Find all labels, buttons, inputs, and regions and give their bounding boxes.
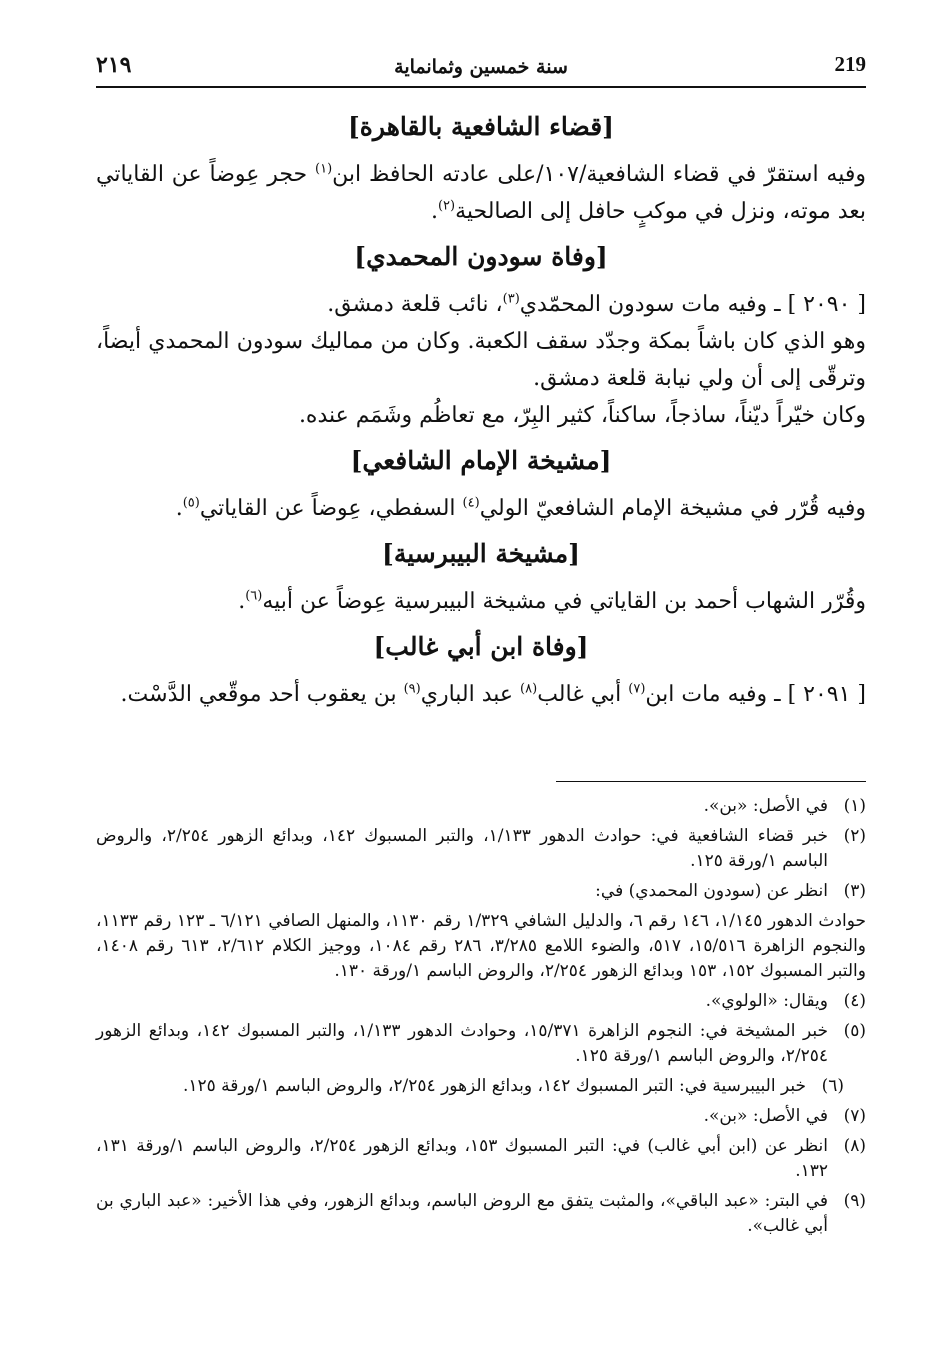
section-title: [وفاة سودون المحمدي] <box>354 242 608 271</box>
footnote-ref[interactable]: (٦) <box>245 588 263 604</box>
section-title: [قضاء الشافعية بالقاهرة] <box>347 112 615 141</box>
running-title: سنة خمسين وثمانماية <box>394 56 568 78</box>
entry-number: [ ٢٠٩١ ] ـ <box>774 682 866 707</box>
footnote: (١) في الأصل: «بن». <box>703 796 866 816</box>
footnote: (٩) في البتر: «عبد الباقي»، والمثبت يتفق مع الروض الباسم، وبدائع الزهور، وفي هذا الأخير: «عبد الباري بن أبي غالب». <box>96 1191 866 1236</box>
footnote: (٣) انظر عن (سودون المحمدي) في: <box>595 881 866 901</box>
section-title: [مشيخة الإمام الشافعي] <box>350 446 612 475</box>
footnote: (٢) خبر قضاء الشافعية في: حوادث الدهور ١/١٣٣، والتبر المسبوك ١٤٢، وبدائع الزهور ٢/٢٥٤، والروض الباسم ١/ورقة ١٢٥. <box>96 826 866 871</box>
footnote: (٧) في الأصل: «بن». <box>703 1106 866 1126</box>
footnote-ref[interactable]: (٩) <box>403 681 421 697</box>
paragraph: [ ٢٠٩٠ ] ـ وفيه مات سودون المحمّدي$^{(٣)}$، نائب قلعة دمشق. <box>327 291 866 317</box>
entry-number: [ ٢٠٩٠ ] ـ <box>774 292 866 317</box>
paragraph: وهو الذي كان باشاً بمكة وجدّد سقف الكعبة. وكان من مماليك سودون المحمدي أيضاً، وترقّى إلى أن ولي نيابة قلعة دمشق. <box>96 329 866 391</box>
footnote: (٦) خبر البيبرسية في: التبر المسبوك ١٤٢، وبدائع الزهور ٢/٢٥٤، والروض الباسم ١/ورقة ١٢٥. <box>182 1076 844 1096</box>
footnote-ref[interactable]: (١) <box>315 161 333 177</box>
footnote: (٨) انظر عن (ابن أبي غالب) في: التبر المسبوك ١٥٣، وبدائع الزهور ٢/٢٥٤، والروض الباسم ١/ورقة ١٣١، ١٣٢. <box>96 1136 866 1181</box>
paragraph: وفيه استقرّ في قضاء الشافعية/١٠٧/على عادته الحافظ ابن$^{(١)}$ حجر عِوضاً عن القاياتي بعد موته، ونزل في موكبٍ حافل إلى الصالحية$^{(٢)}$. <box>96 161 866 224</box>
main-text <box>96 100 866 713</box>
footnote: (٤) ويقال: «الولوي». <box>705 991 866 1011</box>
paragraph: وفيه قُرّر في مشيخة الإمام الشافعيّ الولي$^{(٤)}$ السفطي، عِوضاً عن القاياتي$^{(٥)}$. <box>175 495 866 521</box>
footnote: (٥) خبر المشيخة في: النجوم الزاهرة ١٥/٣٧١، وحوادث الدهور ١/١٣٣، والتبر المسبوك ١٤٢، وبدائع الزهور ٢/٢٥٤، والروض الباسم ١/ورقة ١٢٥. <box>96 1021 866 1066</box>
footnote-ref[interactable]: (٥) <box>182 495 200 511</box>
footnote-ref[interactable]: (٨) <box>520 681 538 697</box>
footnote-ref[interactable]: (٢) <box>437 198 456 214</box>
footnotes <box>96 794 866 1244</box>
footnote-divider <box>556 781 866 782</box>
footnote-ref[interactable]: (٤) <box>462 495 480 511</box>
page-number-latin: 219 <box>834 52 866 76</box>
footnote-continuation: حوادث الدهور ١/١٤٥، ١٤٦ رقم ٦، والدليل الشافي ١/٣٢٩ رقم ١١٣٠، والمنهل الصافي ٦/١٢١ ـ ١٢٣ رقم ١١٣٣، والنجوم الزاهرة ١٥/٥١٦، ٥١٧، والضوء اللامع ٣/٢٨٥، ٢٨٦ رقم ١٠٨٤، ووجيز الكلام ٢/٦١٢، ٦١٣ رقم ١٤٠٨، والتبر المسبوك ١٥٢، ١٥٣ وبدائع الزهور ٢/٢٥٤، والروض الباسم ١/ورقة ١٣٠. <box>96 911 867 981</box>
page-header <box>96 46 866 88</box>
page-number-arabic: ٢١٩ <box>96 52 132 78</box>
paragraph: وقُرّر الشهاب أحمد بن القاياتي في مشيخة البيبرسية عِوضاً عن أبيه$^{(٦)}$. <box>238 588 866 614</box>
footnote-ref[interactable]: (٧) <box>628 681 646 697</box>
section-title: [مشيخة البيبرسية] <box>381 539 581 568</box>
paragraph: [ ٢٠٩١ ] ـ وفيه مات ابن$^{(٧)}$ أبي غالب$^{(٨)}$ عبد الباري$^{(٩)}$ بن يعقوب أحد موقّعي الدَّسْت. <box>120 681 866 707</box>
paragraph: وكان خيّراً ديّناً، ساذجاً، ساكناً، كثير البِرّ، مع تعاظُم وشَمَم عنده. <box>298 403 866 428</box>
section-title: [وفاة ابن أبي غالب] <box>373 632 589 661</box>
footnote-ref[interactable]: (٣) <box>502 291 520 307</box>
